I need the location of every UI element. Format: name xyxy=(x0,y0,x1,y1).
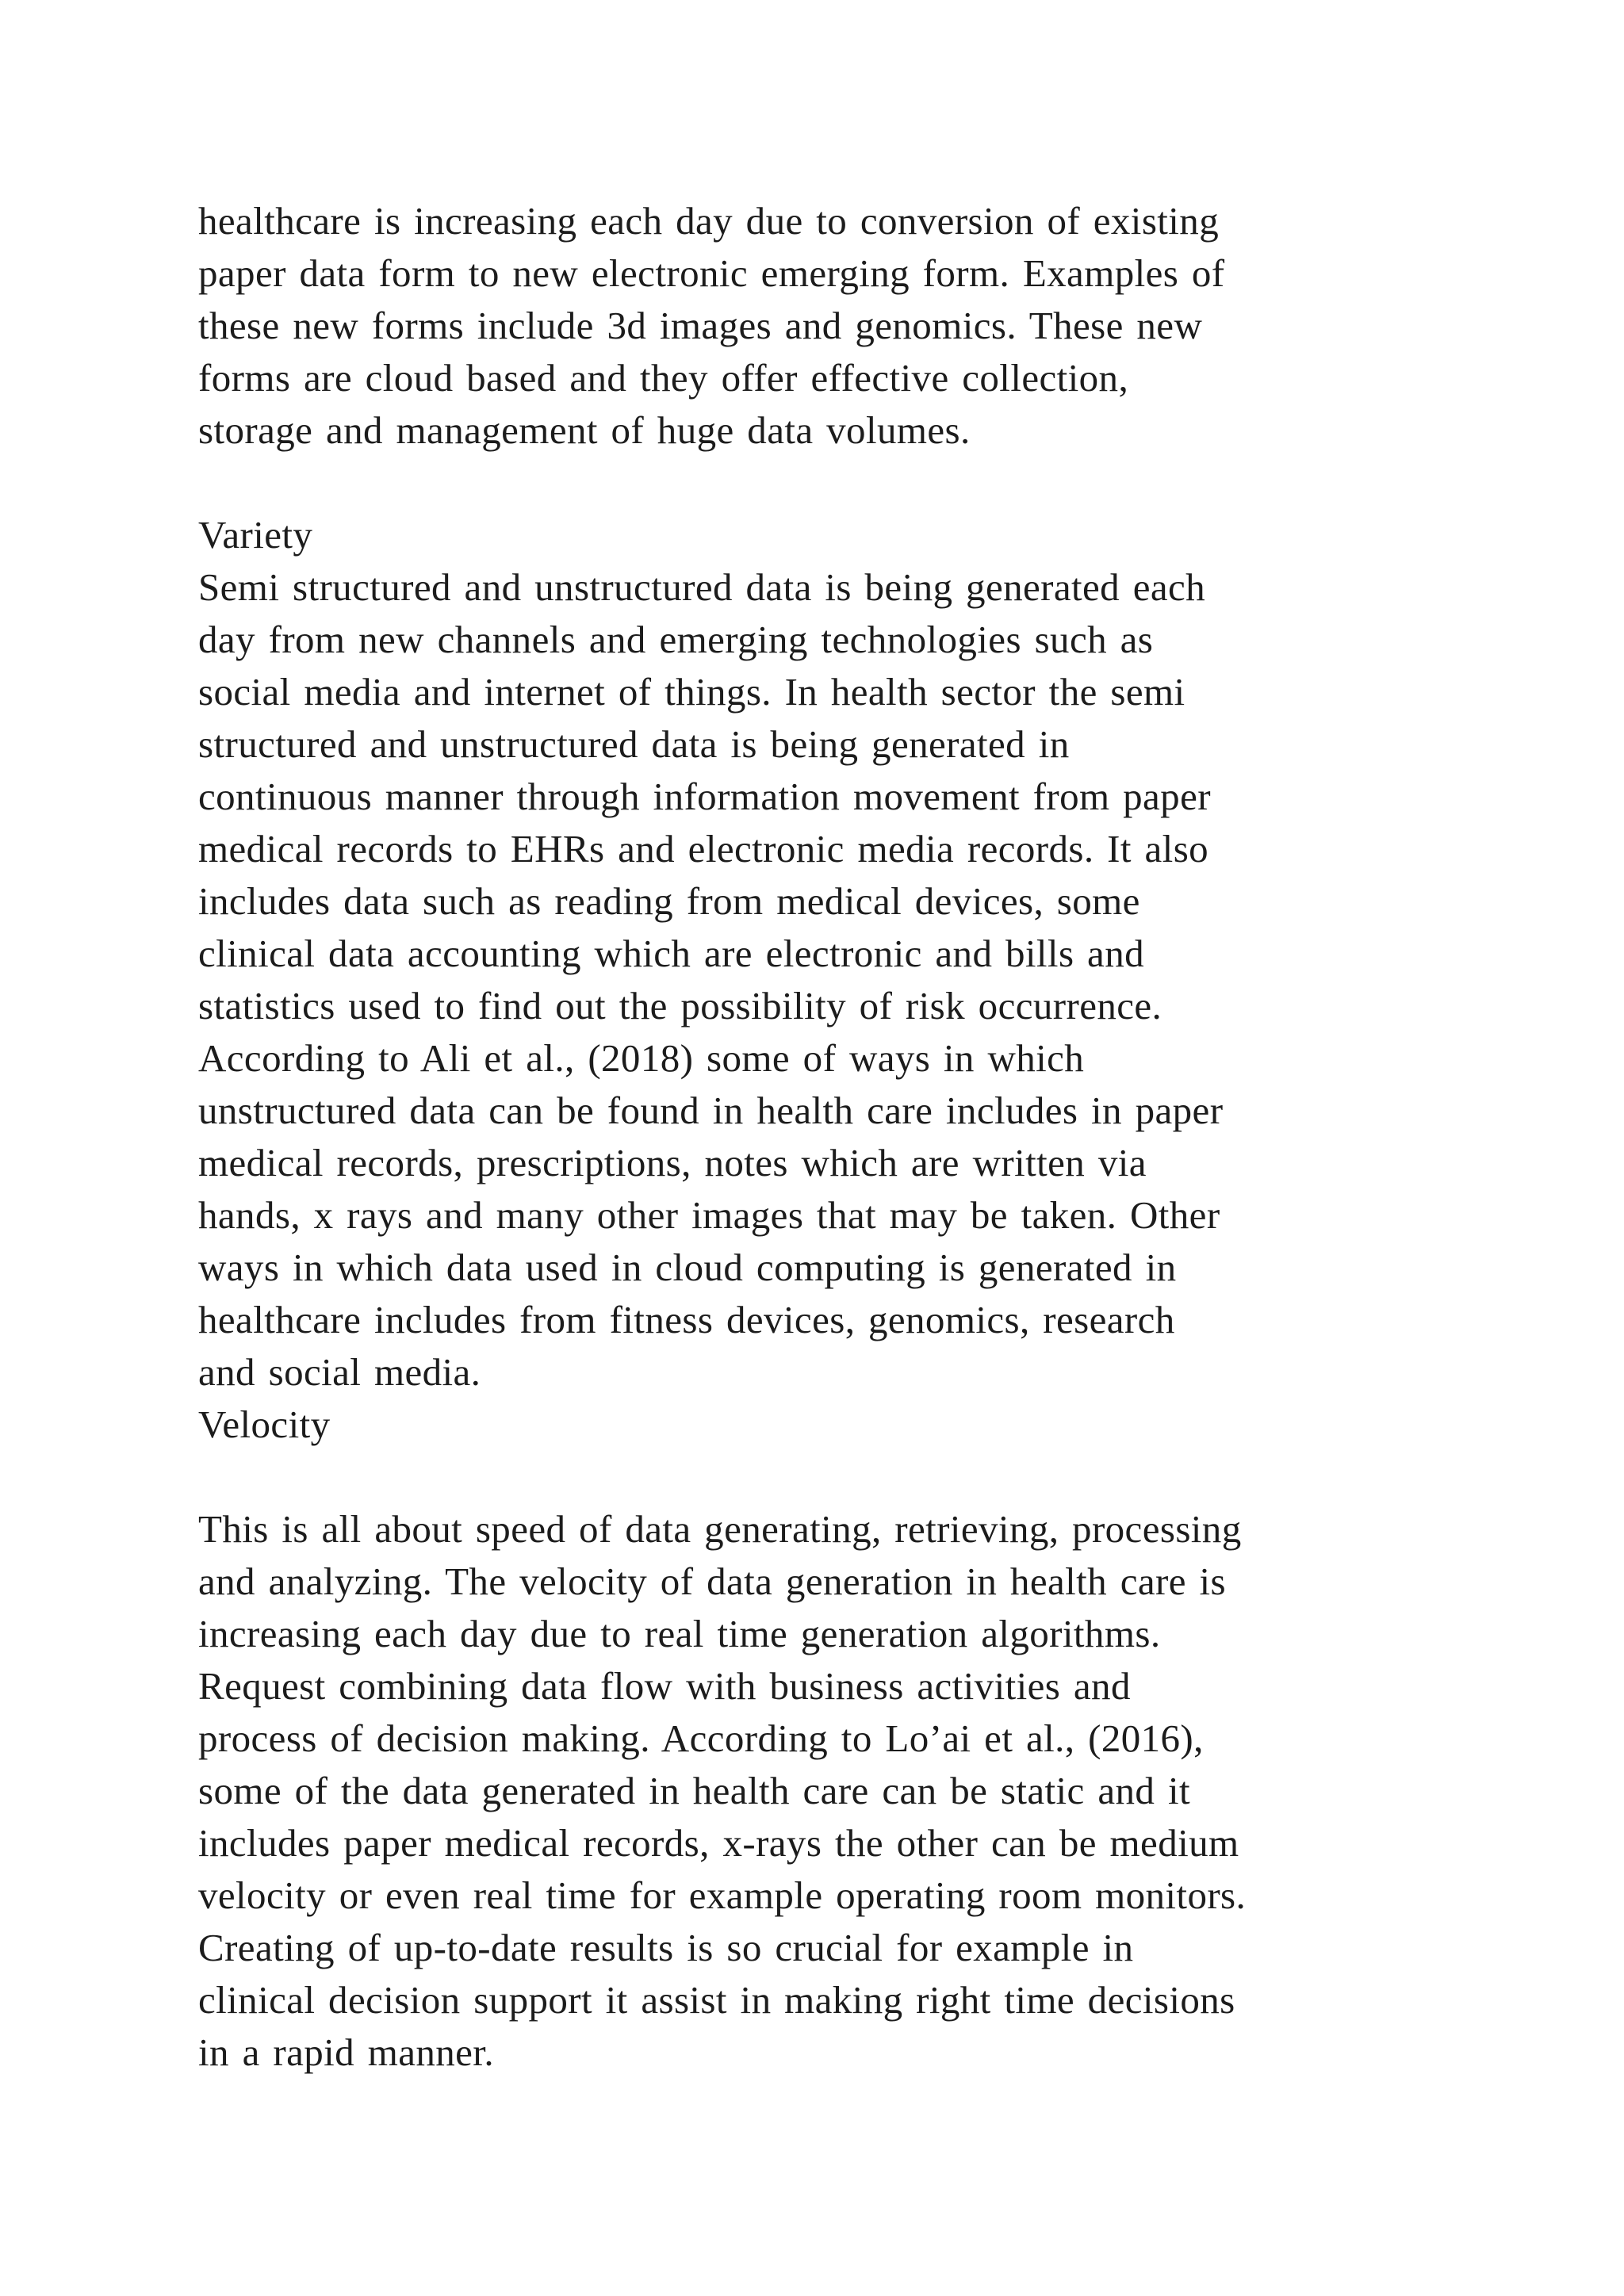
velocity-section xyxy=(198,1399,1507,2079)
text-line: Semi structured and unstructured data is being generated each xyxy=(198,565,1206,609)
text-line: Creating of up-to-date results is so crucial for example in xyxy=(198,1926,1134,1969)
text-line: According to Ali et al., (2018) some of ways in which xyxy=(198,1036,1085,1080)
paragraph-spacer xyxy=(198,457,1507,509)
text-line: social media and internet of things. In health sector the semi xyxy=(198,670,1185,714)
text-line: This is all about speed of data generating, retrieving, processing xyxy=(198,1507,1242,1551)
text-line: healthcare includes from fitness devices, genomics, research xyxy=(198,1298,1175,1341)
text-line: hands, x rays and many other images that may be taken. Other xyxy=(198,1193,1220,1237)
text-line: structured and unstructured data is being generated in xyxy=(198,722,1070,766)
paragraph-spacer xyxy=(198,1451,1507,1503)
text-line: storage and management of huge data volumes. xyxy=(198,408,971,452)
text-line: in a rapid manner. xyxy=(198,2030,494,2074)
text-line: increasing each day due to real time generation algorithms. xyxy=(198,1612,1161,1655)
text-line: healthcare is increasing each day due to conversion of existing xyxy=(198,199,1220,243)
text-line: day from new channels and emerging technologies such as xyxy=(198,618,1154,661)
text-line: medical records, prescriptions, notes which are written via xyxy=(198,1141,1147,1184)
text-line: paper data form to new electronic emerging form. Examples of xyxy=(198,251,1225,295)
text-line: clinical data accounting which are electronic and bills and xyxy=(198,932,1145,975)
text-line: some of the data generated in health care can be static and it xyxy=(198,1769,1190,1812)
document-body xyxy=(198,195,1507,2079)
text-line: these new forms include 3d images and genomics. These new xyxy=(198,304,1203,347)
text-line: process of decision making. According to Lo’ai et al., (2016), xyxy=(198,1716,1204,1760)
text-line: ways in which data used in cloud computing is generated in xyxy=(198,1246,1177,1289)
text-line: clinical decision support it assist in making right time decisions xyxy=(198,1978,1235,2022)
section-heading-velocity: Velocity xyxy=(198,1402,331,1446)
text-line: and social media. xyxy=(198,1350,481,1394)
text-line: unstructured data can be found in health care includes in paper xyxy=(198,1089,1224,1132)
text-line: forms are cloud based and they offer effective collection, xyxy=(198,356,1129,400)
text-line: Request combining data flow with business activities and xyxy=(198,1664,1131,1708)
text-line: includes data such as reading from medical devices, some xyxy=(198,879,1140,923)
text-line: continuous manner through information movement from paper xyxy=(198,775,1211,818)
intro-paragraph xyxy=(198,195,1507,457)
variety-section xyxy=(198,509,1507,1399)
text-line: includes paper medical records, x-rays the other can be medium xyxy=(198,1821,1239,1865)
text-line: statistics used to find out the possibility of risk occurrence. xyxy=(198,984,1162,1027)
text-line: and analyzing. The velocity of data generation in health care is xyxy=(198,1559,1227,1603)
text-line: medical records to EHRs and electronic media records. It also xyxy=(198,827,1209,871)
text-line: velocity or even real time for example operating room monitors. xyxy=(198,1873,1247,1917)
section-heading-variety: Variety xyxy=(198,513,313,557)
